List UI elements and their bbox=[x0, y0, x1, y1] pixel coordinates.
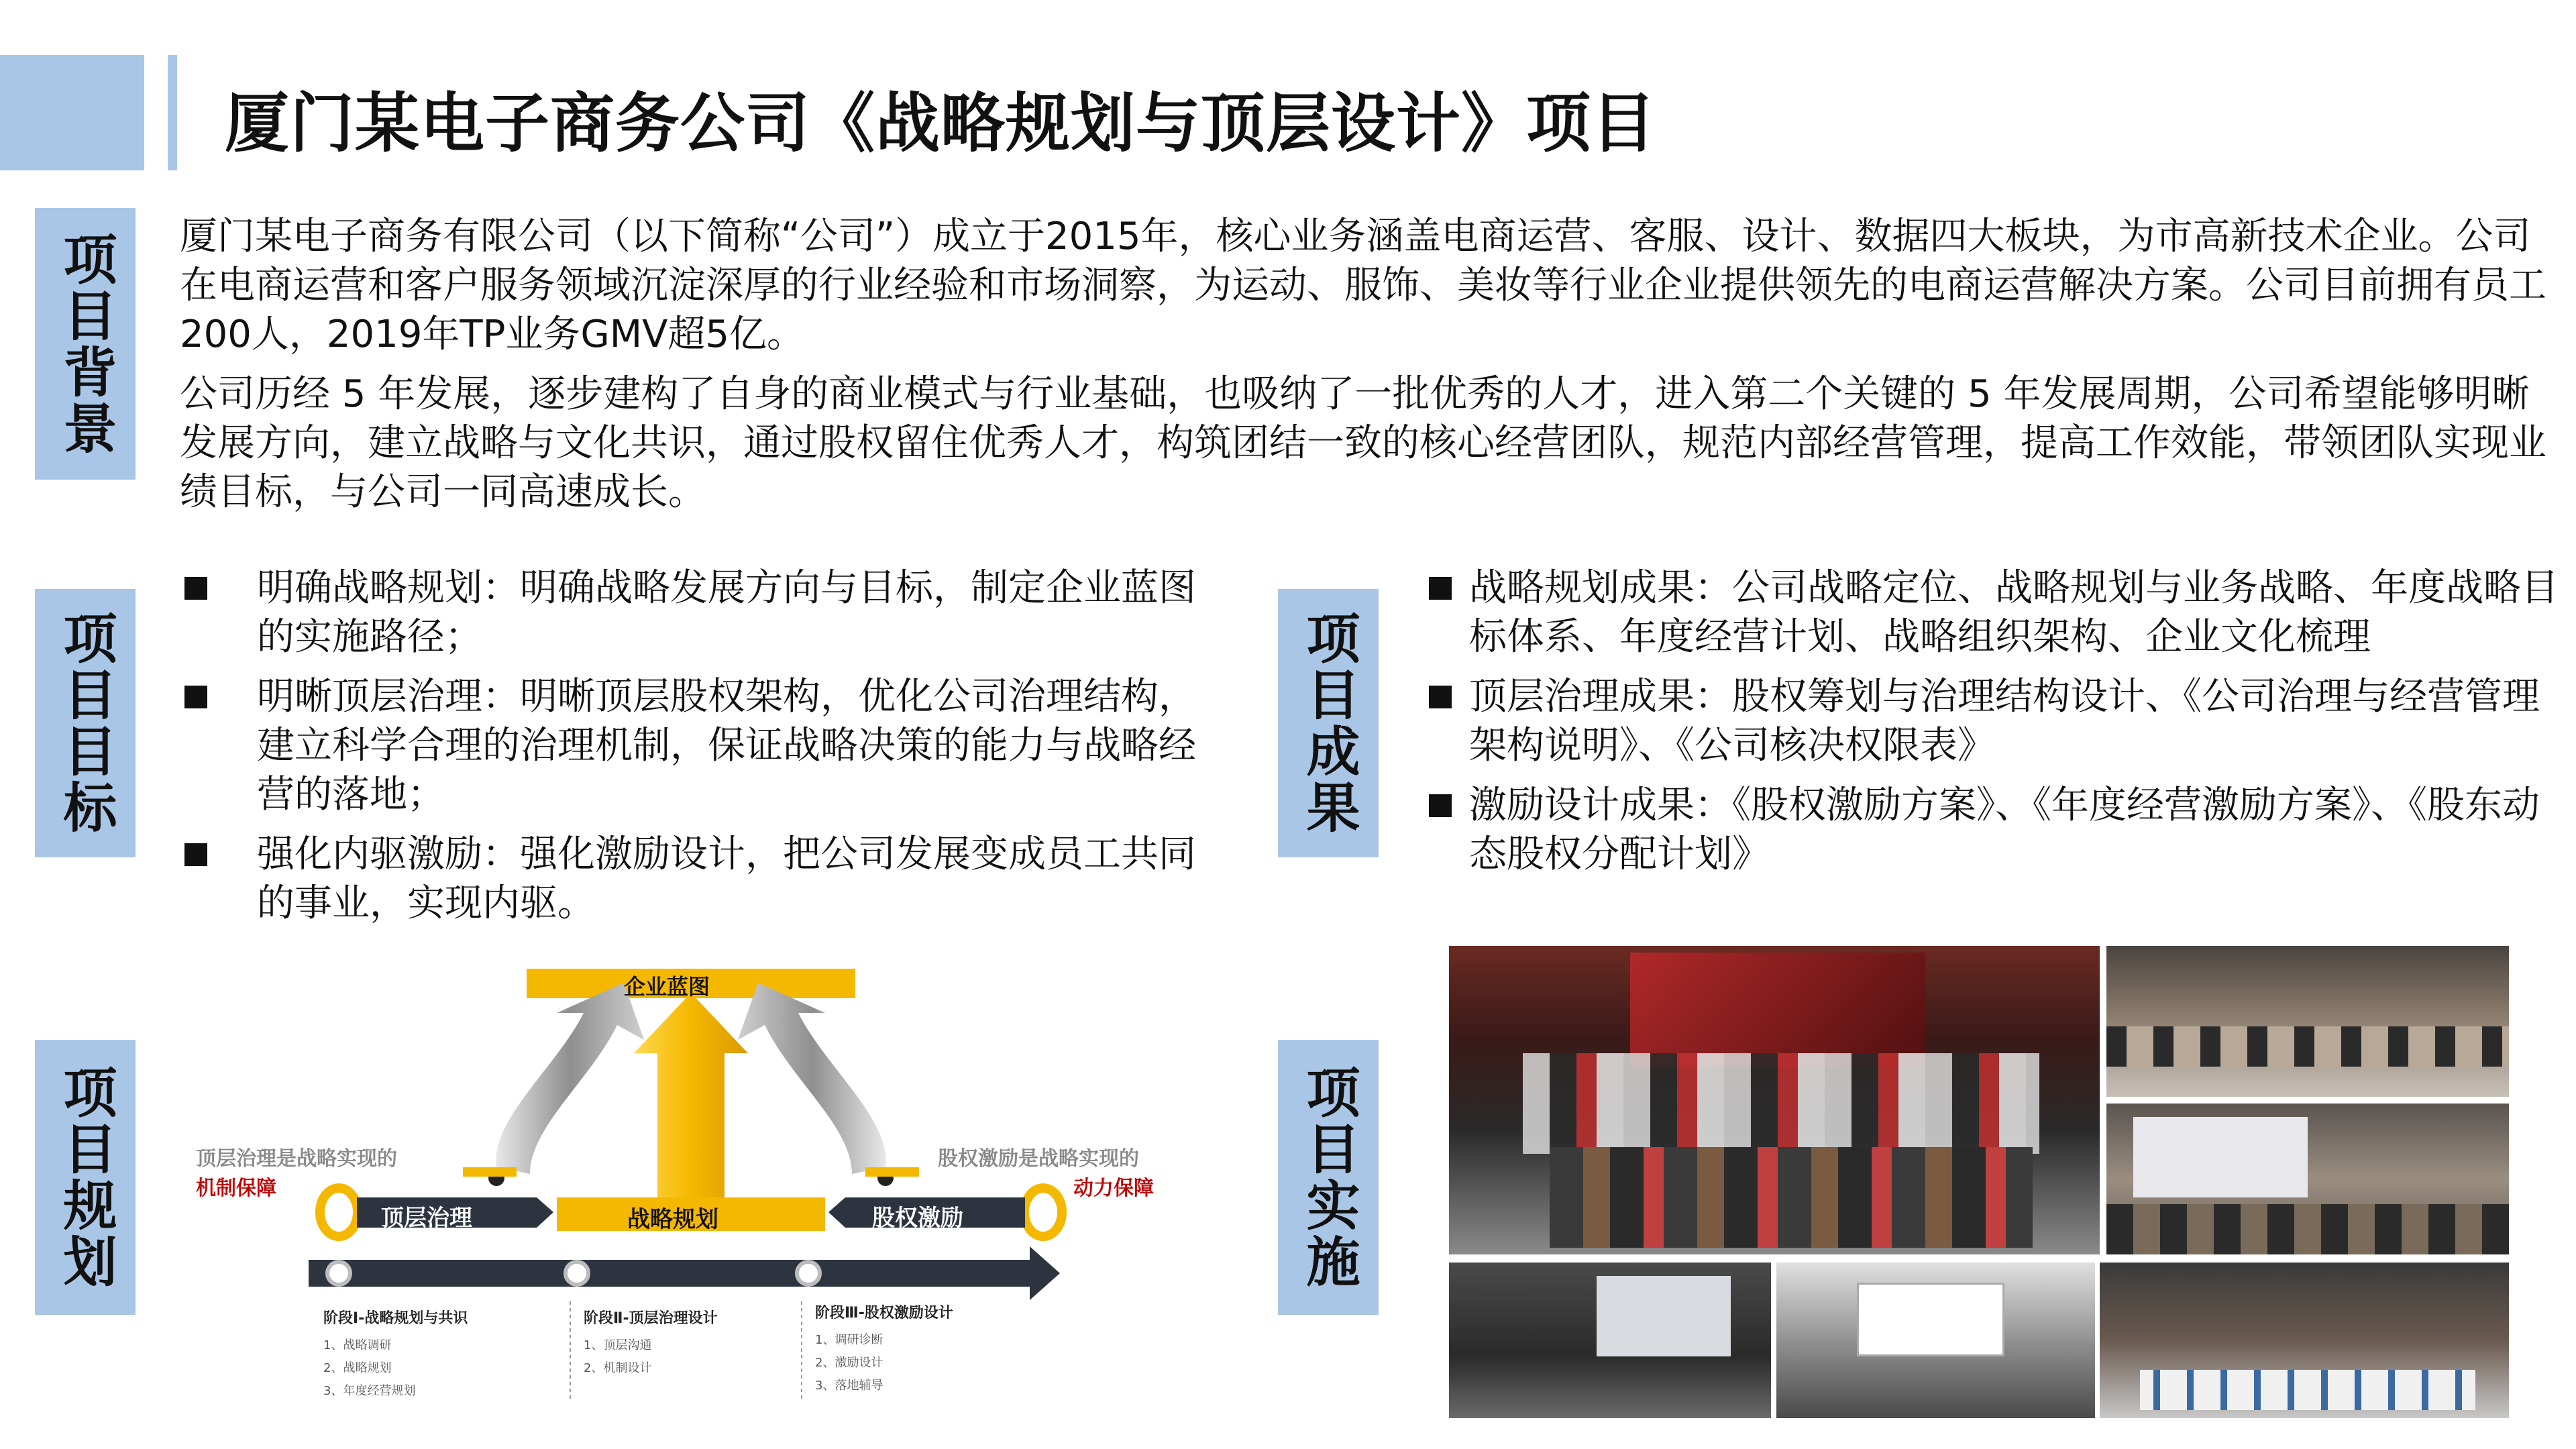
label-implementation: 项目实施 bbox=[1278, 1040, 1379, 1315]
right-arrow bbox=[738, 983, 886, 1174]
seated-group bbox=[1550, 1147, 2033, 1248]
background-paragraph-1: 厦门某电子商务有限公司（以下简称“公司”）成立于2015年，核心业务涵盖电商运营、客服、设计、数据四大板块，为市高新技术企业。公司在电商运营和客户服务领域沉淀深厚的行业经验和市场洞察，为运动、服饰、美妆等行业企业提供领先的电商运营解决方案。公司目前拥有员工200人，2019年TP业务GMV超5亿。 bbox=[180, 215, 2546, 356]
phase-3-title: 阶段Ⅲ-股权激励设计 bbox=[815, 1305, 953, 1322]
bullet-square-icon bbox=[184, 686, 207, 708]
strategy-bar-label: 战略规划 bbox=[627, 1206, 718, 1233]
bullet-square-icon bbox=[1429, 686, 1452, 708]
background-section bbox=[180, 212, 2555, 517]
left-note-1: 顶层治理是战略实现的 bbox=[196, 1147, 397, 1171]
goal-list bbox=[184, 564, 1211, 938]
projection-screen bbox=[1630, 953, 1925, 1067]
key-right-icon bbox=[1024, 1188, 1062, 1236]
result-item-1: 战略规划成果：公司战略定位、战略规划与业务战略、年度战略目标体系、年度经营计划、战略组织架构、企业文化梳理 bbox=[1429, 564, 2569, 661]
phase-3-item: 3、落地辅导 bbox=[815, 1379, 883, 1393]
label-background: 项目背景 bbox=[35, 208, 136, 480]
left-arrow bbox=[496, 983, 644, 1174]
goal-item-1: 明确战略规划：明确战略发展方向与目标，制定企业蓝图的实施路径； bbox=[184, 564, 1211, 661]
bullet-square-icon bbox=[1429, 794, 1452, 817]
key-left-icon bbox=[320, 1188, 358, 1236]
phase-2-item: 1、顶层沟通 bbox=[584, 1338, 652, 1352]
phase-1-item: 2、战略规划 bbox=[323, 1361, 392, 1375]
header-accent-line bbox=[168, 55, 177, 170]
group-photo bbox=[1449, 946, 2100, 1254]
center-arrow bbox=[634, 993, 748, 1214]
projector-screen bbox=[2133, 1117, 2308, 1197]
phase-1-item: 3、年度经营规划 bbox=[323, 1384, 416, 1398]
phase-1-item: 1、战略调研 bbox=[323, 1338, 392, 1352]
header-accent-block bbox=[0, 55, 144, 170]
label-planning: 项目规划 bbox=[35, 1040, 136, 1315]
workshop-photo-2 bbox=[1776, 1263, 2095, 1418]
phase-2-item: 2、机制设计 bbox=[584, 1361, 652, 1375]
bullet-square-icon bbox=[184, 577, 207, 600]
phase-1-title: 阶段Ⅰ-战略规划与共识 bbox=[323, 1310, 468, 1327]
label-goal: 项目目标 bbox=[35, 589, 136, 857]
page-title: 厦门某电子商务公司《战略规划与顶层设计》项目 bbox=[225, 86, 1656, 161]
blueprint-label: 企业蓝图 bbox=[624, 974, 710, 1000]
result-item-3: 激励设计成果：《股权激励方案》、《年度经营激励方案》、《股东动态股权分配计划》 bbox=[1429, 781, 2569, 879]
timeline-arrow bbox=[309, 1246, 1060, 1300]
meeting-room-photo-2 bbox=[2106, 1104, 2509, 1254]
meeting-room-photo-1 bbox=[2106, 946, 2509, 1097]
phase-3-item: 2、激励设计 bbox=[815, 1356, 883, 1370]
phase-1 bbox=[323, 1307, 468, 1403]
key-left-label: 顶层治理 bbox=[381, 1205, 472, 1232]
result-item-2: 顶层治理成果：股权筹划与治理结构设计、《公司治理与经营管理架构说明》、《公司核决权限表》 bbox=[1429, 672, 2569, 770]
phase-3 bbox=[815, 1301, 953, 1397]
workshop-photo-1 bbox=[1449, 1263, 1771, 1418]
bullet-square-icon bbox=[1429, 577, 1452, 600]
left-note-2: 机制保障 bbox=[196, 1177, 276, 1200]
phase-2 bbox=[584, 1307, 718, 1380]
bullet-square-icon bbox=[184, 843, 207, 866]
right-note-1: 股权激励是战略实现的 bbox=[938, 1147, 1139, 1171]
right-note-2: 动力保障 bbox=[1073, 1177, 1154, 1200]
key-right-label: 股权激励 bbox=[872, 1205, 963, 1232]
background-paragraph-2: 公司历经 5 年发展，逐步建构了自身的商业模式与行业基础，也吸纳了一批优秀的人才，进入第二个关键的 5 年发展周期，公司希望能够明晰发展方向，建立战略与文化共识，通过股权留住优秀人才，构筑团结一致的核心经营团队，规范内部经营管理，提高工作效能，带领团队实现业绩目标，与公司一同高速成长。 bbox=[180, 372, 2546, 514]
standing-group bbox=[1523, 1053, 2039, 1154]
label-result: 项目成果 bbox=[1278, 589, 1379, 857]
phase-3-item: 1、调研诊断 bbox=[815, 1333, 883, 1347]
planning-diagram bbox=[181, 966, 1201, 1402]
result-list bbox=[1429, 564, 2569, 890]
goal-item-3: 强化内驱激励：强化激励设计，把公司发展变成员工共同的事业，实现内驱。 bbox=[184, 830, 1211, 928]
goal-item-2: 明晰顶层治理：明晰顶层股权架构，优化公司治理结构，建立科学合理的治理机制，保证战略决策的能力与战略经营的落地； bbox=[184, 672, 1211, 819]
phase-2-title: 阶段Ⅱ-顶层治理设计 bbox=[584, 1310, 718, 1327]
workshop-photo-3 bbox=[2100, 1263, 2509, 1418]
